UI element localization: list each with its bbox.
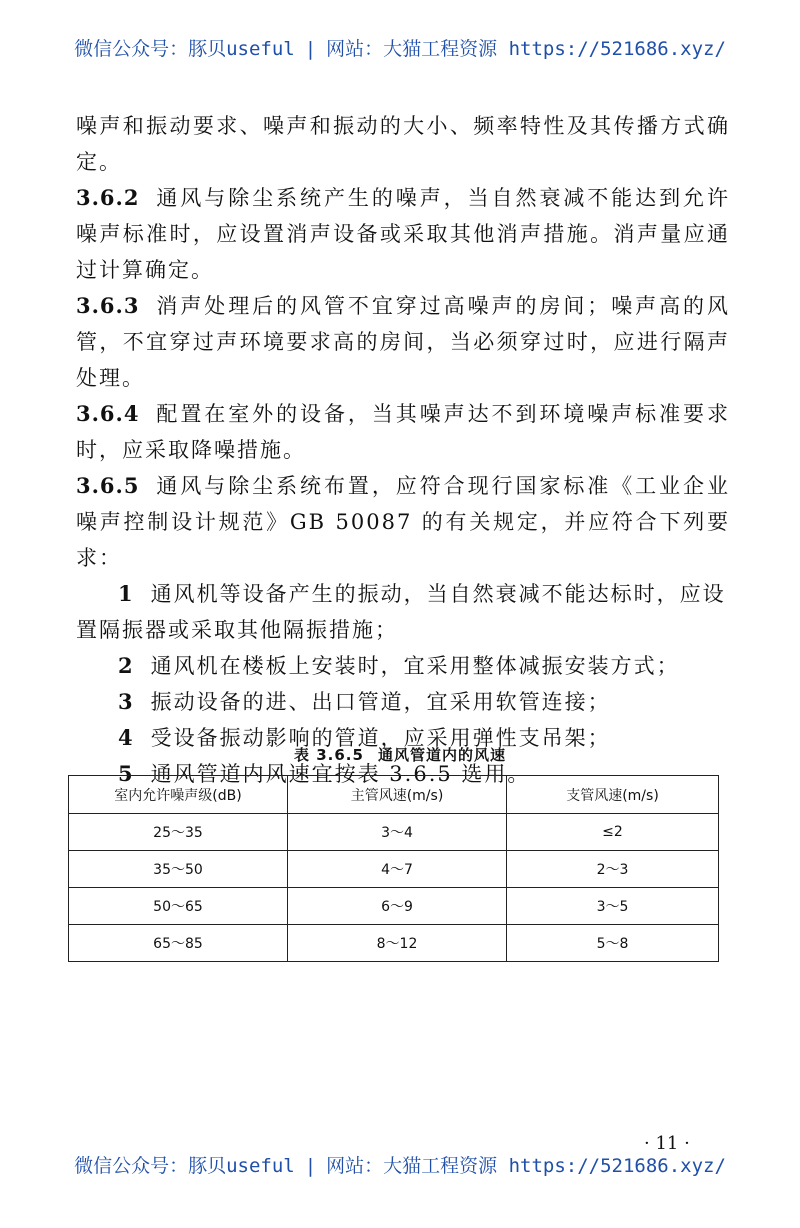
cell-branch-velocity: 2～3 [507, 851, 719, 888]
document-body [76, 108, 730, 792]
watermark-website: 网站：大猫工程资源 https://521686.xyz/ [326, 38, 726, 60]
header-branch-duct-velocity: 支管风速(m/s) [507, 776, 719, 814]
air-velocity-table [68, 775, 719, 962]
list-item-number: 3 [118, 689, 135, 714]
paragraph-text: 噪声和振动要求、噪声和振动的大小、频率特性及其传播方式确定。 [76, 114, 730, 174]
clause-text: 消声处理后的风管不宜穿过高噪声的房间；噪声高的风管，不宜穿过声环境要求高的房间，当必须穿过时，应进行隔声处理。 [76, 294, 730, 390]
cell-branch-velocity: 5～8 [507, 925, 719, 962]
cell-main-velocity: 8～12 [288, 925, 507, 962]
watermark-separator: | [304, 1155, 317, 1177]
cell-main-velocity: 6～9 [288, 888, 507, 925]
table-caption-title: 通风管道内的风速 [377, 746, 506, 764]
list-item-number: 2 [118, 653, 135, 678]
table-row [69, 888, 719, 925]
watermark-separator: | [304, 38, 317, 60]
cell-noise-level: 65～85 [69, 925, 288, 962]
cell-branch-velocity: ≤2 [507, 814, 719, 851]
clause-3-6-4 [76, 396, 730, 468]
table-row [69, 814, 719, 851]
footer-watermark [0, 1151, 800, 1178]
clause-number: 3.6.3 [76, 293, 140, 318]
watermark-wechat: 微信公众号：豚贝useful [74, 1155, 295, 1177]
page-number: · 11 · [644, 1133, 690, 1154]
cell-noise-level: 25～35 [69, 814, 288, 851]
list-item [76, 576, 730, 648]
table-header-row [69, 776, 719, 814]
clause-3-6-2 [76, 180, 730, 288]
list-item-text: 受设备振动影响的管道，应采用弹性支吊架； [150, 726, 611, 750]
table-caption [0, 744, 800, 765]
clause-text: 通风与除尘系统产生的噪声，当自然衰减不能达到允许噪声标准时，应设置消声设备或采取其他消声措施。消声量应通过计算确定。 [76, 186, 730, 282]
cell-noise-level: 50～65 [69, 888, 288, 925]
clause-3-6-3 [76, 288, 730, 396]
clause-3-6-5 [76, 468, 730, 576]
table-caption-number: 表 3.6.5 [294, 746, 364, 764]
clause-number: 3.6.2 [76, 185, 140, 210]
list-item-text: 通风机在楼板上安装时，宜采用整体减振安装方式； [150, 654, 680, 678]
header-watermark [0, 34, 800, 61]
clause-text: 通风与除尘系统布置，应符合现行国家标准《工业企业噪声控制设计规范》GB 50087 的有关规定，并应符合下列要求： [76, 474, 730, 570]
table-row [69, 925, 719, 962]
list-item-number: 1 [118, 581, 135, 606]
cell-branch-velocity: 3～5 [507, 888, 719, 925]
list-item-text: 通风机等设备产生的振动，当自然衰减不能达标时，应设置隔振器或采取其他隔振措施； [76, 582, 726, 642]
list-item-text: 振动设备的进、出口管道，宜采用软管连接； [150, 690, 611, 714]
list-item-text: 通风管道内风速宜按表 3.6.5 选用。 [150, 762, 531, 786]
list-item-number: 5 [118, 761, 135, 786]
list-item-number: 4 [118, 725, 135, 750]
watermark-website: 网站：大猫工程资源 https://521686.xyz/ [326, 1155, 726, 1177]
watermark-wechat: 微信公众号：豚贝useful [74, 38, 295, 60]
clause-number: 3.6.5 [76, 473, 140, 498]
clause-text: 配置在室外的设备，当其噪声达不到环境噪声标准要求时，应采取降噪措施。 [76, 402, 730, 462]
list-item [76, 684, 730, 720]
cell-main-velocity: 3～4 [288, 814, 507, 851]
cell-noise-level: 35～50 [69, 851, 288, 888]
header-main-duct-velocity: 主管风速(m/s) [288, 776, 507, 814]
clause-number: 3.6.4 [76, 401, 140, 426]
table-row [69, 851, 719, 888]
paragraph-continuation [76, 108, 730, 180]
cell-main-velocity: 4～7 [288, 851, 507, 888]
list-item [76, 648, 730, 684]
header-noise-level: 室内允许噪声级(dB) [69, 776, 288, 814]
